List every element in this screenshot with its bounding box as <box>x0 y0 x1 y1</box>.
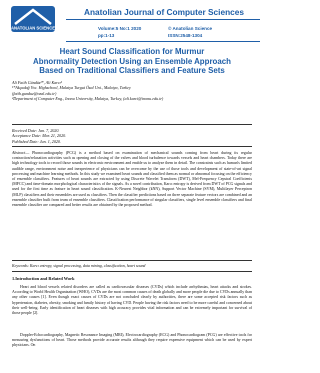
issn-label: ISSN:2548-1304 <box>168 33 203 38</box>
pages-label: pp:1-13 <box>98 33 115 38</box>
divider <box>12 271 252 272</box>
svg-text:ANATOLIAN SCIENCE: ANATOLIAN SCIENCE <box>10 25 56 31</box>
accepted-date: Acceptance Date: Mar. 21, 2020. <box>12 133 67 139</box>
journal-title: Anatolian Journal of Computer Sciences <box>84 7 244 17</box>
affiliation-2: ²Department of Computer Eng., Inonu University, Malatya, Turkey, (ali.karci@inonu.edu.tr) <box>12 95 164 101</box>
title-line: Heart Sound Classification for Murmur <box>59 47 205 56</box>
body-paragraph: Doppler-Echocardiography, Magnetic Resonance Imaging (MRI), Electrocardiography (ECG) and Phonocardiogram (PCG) are effective tools for measuring dysfunctions of heart. Those methods provide accurate results although they require expensive equipment which can be used by expert physicians. On <box>12 332 252 348</box>
journal-logo <box>10 4 56 34</box>
section-heading: 1.Introduction and Related Work <box>12 276 75 281</box>
abstract-label: Abstract <box>12 150 26 155</box>
author-block <box>12 80 252 101</box>
issue-info <box>98 25 154 39</box>
affiliation-1: ¹*Akçadağ Voc. Highschool, Malatya Turgut Özal Uni., Malatya, Turkey <box>12 85 131 91</box>
author-email-1: (fatih.gunduz@ozal.edu.tr) <box>12 90 57 96</box>
keywords-text: : Karcı entropy, signal processing, data mining, classification, heart sound <box>27 263 146 268</box>
keywords-label: Keywords <box>12 263 28 268</box>
header-rule-top <box>66 19 260 20</box>
abstract <box>12 150 252 207</box>
divider <box>12 260 252 261</box>
body-paragraph: Heart and blood vessels related disorders are called as cardiovascular diseases (CVDs) which include arrhythmias, heart attacks and strokes. According to World Health Organization (WHO), CVDs are the most common causes of death globally and more people die due to CVDs annually than any other causes [1]. Even though exact causes of CVDs are not concluded clearly by authorities, there are some accepted risk factors such as hypertension, diabetes, obesity, smoking and family history of having CVD. People having the risk factors need to be more careful and concerned about their well-being. Early identification of heart diseases with high accuracy provides vital information and can be extremely important for survival of those people [2]. <box>12 284 252 316</box>
publisher-info <box>168 25 254 39</box>
title-line: Abnormality Detection Using an Ensemble Approach <box>33 56 231 66</box>
abstract-text: — Phonocardiography (PCG) is a method based on examination of mechanical sounds coming from heart during its regular contraction/relaxation activities such as opening and closing of the valves and blood turbulence towards vessels and heart chambers. Today there are high technology tools to record those sounds in electronic environment and enable us to analyze them in detail. The constraints such as human's limited audible range, environment noise and inexperience of physicians can be overcome by the use of those tools and development of state-of-art signal processing and machine learning methods. In this study we examined heart sounds and classified them as normal or abnormal focusing on the efficiency of ensemble classifiers. Features of heart sounds are extracted by using Discrete Wavelet Transform (DWT), Mel-Frequency Cepstral Coefficients (MFCC) and time-domain morphological characteristics of the signals. As a novel contribution, Karcı entropy is derived from DWT of PCG signals and used for the first time as feature in heart sound classification. K-Nearest Neighbor (kNN), Support Vector Machine (SVM), Multilayer Perceptron (MLP) classifiers and their ensembles are used as classifiers. Then the classifier predictions based on three separate feature vectors are combined and an ensemble classifier built from team of ensemble classifiers. Classification performance of singular classifiers, single level ensemble classifiers and final ensemble classifier are compared and better results are obtained by the proposed method. <box>12 150 252 208</box>
keywords <box>12 263 252 268</box>
divider <box>12 124 252 125</box>
dates-block <box>12 128 252 144</box>
author-names: Ali Fatih Gündüz¹*, Ali Karcı² <box>12 80 62 85</box>
copyright-label: © Anatolian Science <box>168 26 213 31</box>
divider <box>12 146 252 147</box>
paper-title <box>8 47 256 76</box>
title-line: Based on Traditional Classifiers and Feature Sets <box>39 66 225 76</box>
received-date: Received Date: Jan. 7, 2020. <box>12 128 60 133</box>
volume-label: Volume:5 No:1 2020 <box>98 26 142 31</box>
header-rule-bottom <box>66 41 260 42</box>
published-date: Published Date: Jun. 1, 2020. <box>12 138 62 144</box>
